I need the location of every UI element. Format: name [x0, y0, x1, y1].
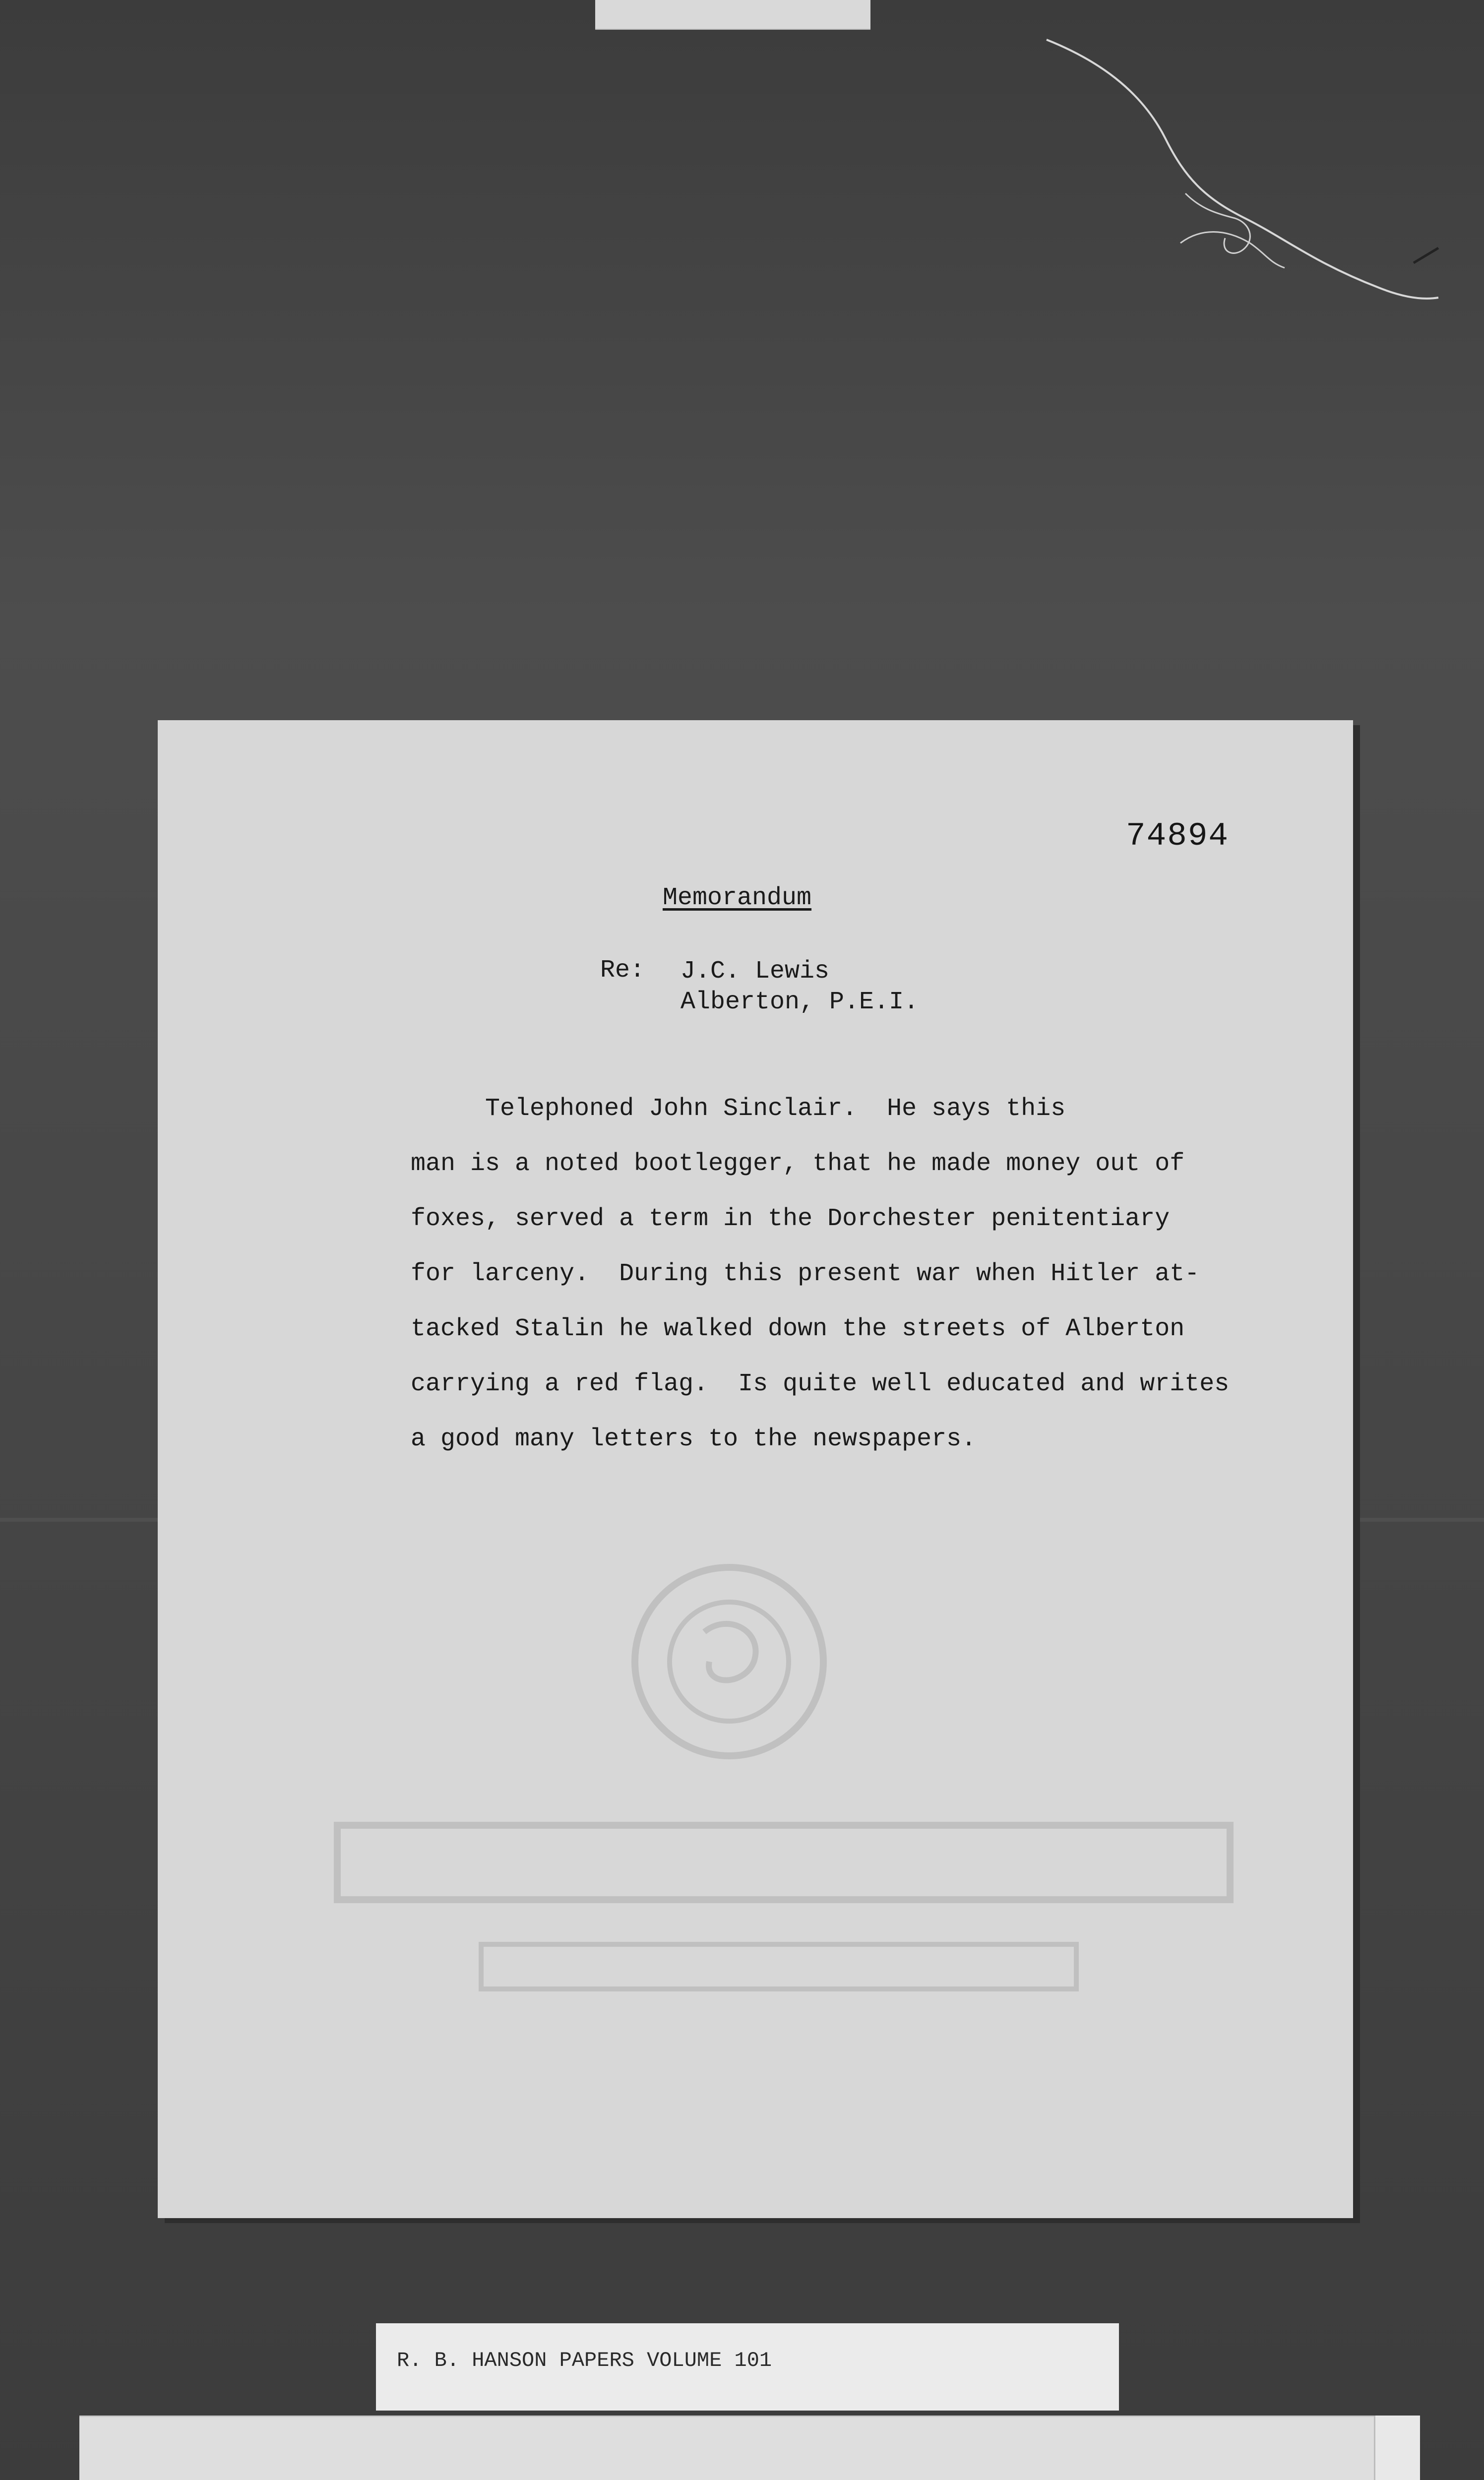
document-number: 74894: [1126, 817, 1230, 855]
memo-body-line: tacked Stalin he walked down the streets of Alberton: [411, 1315, 1185, 1343]
memo-body-line: for larceny. During this present war when Hitler at-: [411, 1260, 1200, 1288]
memo-body-line: man is a noted bootlegger, that he made money out of: [411, 1150, 1185, 1178]
re-subject: [680, 956, 919, 1018]
memo-body-line: foxes, served a term in the Dorchester penitentiary: [411, 1205, 1170, 1233]
re-subject-name: J.C. Lewis: [680, 957, 830, 986]
memo-body: [411, 1081, 1284, 1467]
volume-label-text: R. B. HANSON PAPERS VOLUME 101: [397, 2349, 772, 2372]
top-mount-tab: [595, 0, 870, 30]
memo-body-line: a good many letters to the newspapers.: [411, 1425, 977, 1453]
memo-title: Memorandum: [663, 884, 812, 912]
paper-watermark: [317, 1518, 1250, 2024]
archive-card: [79, 2416, 1419, 2480]
memo-body-line: carrying a red flag. Is quite well educated and writes: [411, 1370, 1230, 1398]
re-subject-place: Alberton, P.E.I.: [680, 988, 919, 1016]
archive-card-edge: [1374, 2416, 1420, 2480]
stray-fiber: [1037, 30, 1443, 347]
memo-body-line: Telephoned John Sinclair. He says this: [411, 1095, 1066, 1123]
re-label: Re:: [600, 956, 645, 985]
